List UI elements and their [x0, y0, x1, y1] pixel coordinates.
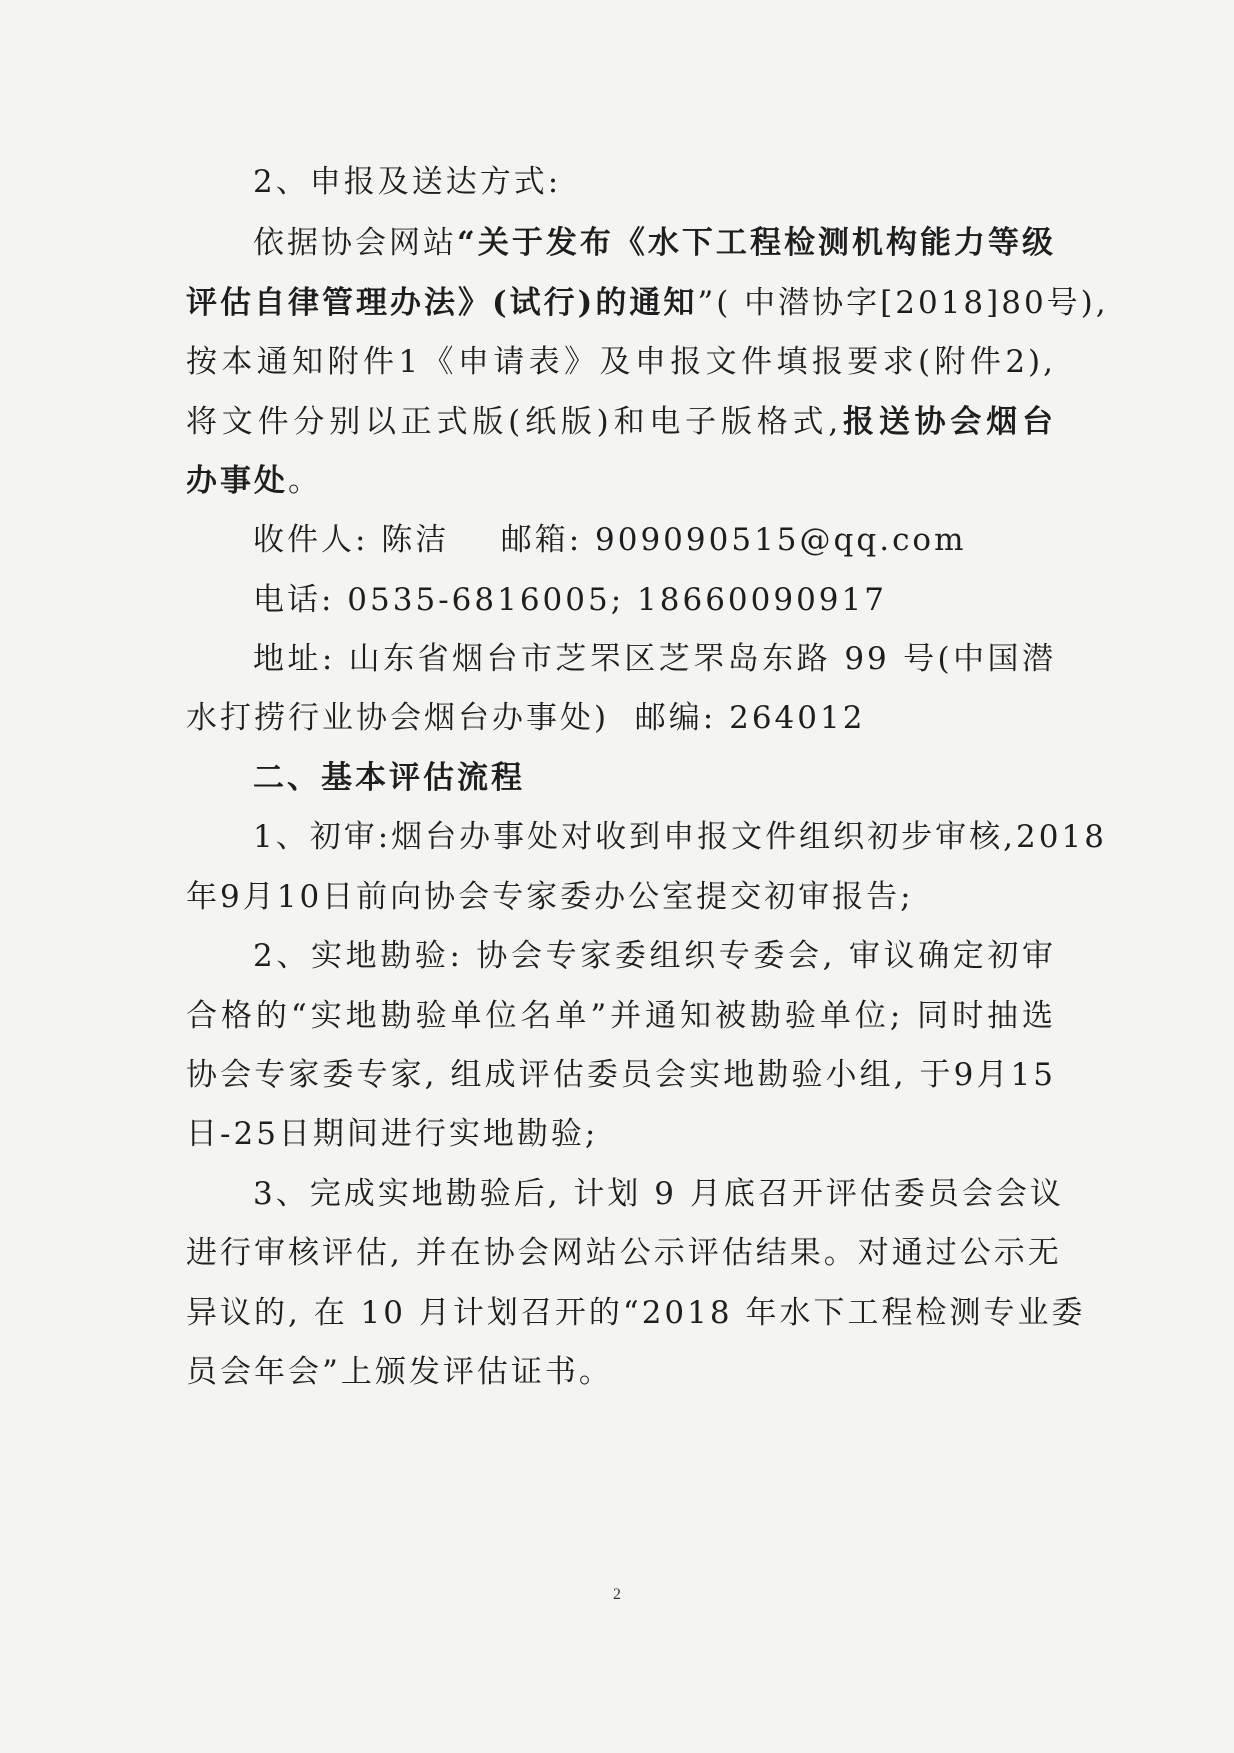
paragraph-line: 2、实地勘验: 协会专家委组织专委会, 审议确定初审 — [253, 938, 1056, 974]
phone-line: 电话: 0535-6816005; 18660090917 — [253, 582, 887, 618]
paragraph-line: 异议的, 在 10 月计划召开的“2018 年水下工程检测专业委 — [186, 1295, 1086, 1331]
paragraph-line: 日-25日期间进行实地勘验; — [186, 1116, 599, 1152]
paragraph-line: 协会专家委专家, 组成评估委员会实地勘验小组, 于9月15 — [186, 1057, 1056, 1093]
address-line: 地址: 山东省烟台市芝罘区芝罘岛东路 99 号(中国潜 — [253, 641, 1056, 677]
paragraph-line: 将文件分别以正式版(纸版)和电子版格式,报送协会烟台 — [186, 404, 1057, 440]
paragraph-line: 办事处。 — [186, 463, 322, 499]
section-heading-submission: 2、申报及送达方式: — [253, 164, 562, 200]
paragraph-line: 按本通知附件1《申请表》及申报文件填报要求(附件2), — [186, 344, 1056, 380]
paragraph-line: 依据协会网站“关于发布《水下工程检测机构能力等级 — [253, 225, 1056, 261]
paragraph-line: 年9月10日前向协会专家委办公室提交初审报告; — [186, 879, 914, 915]
paragraph-line: 合格的“实地勘验单位名单”并通知被勘验单位; 同时抽选 — [186, 998, 1056, 1034]
recipient-line: 收件人: 陈洁 邮箱: 909090515@qq.com — [253, 522, 967, 558]
paragraph-line: 3、完成实地勘验后, 计划 9 月底召开评估委员会会议 — [253, 1176, 1064, 1212]
paragraph-line: 评估自律管理办法》(试行)的通知”( 中潜协字[2018]80号), — [186, 285, 1109, 321]
paragraph-line: 员会年会”上颁发评估证书。 — [186, 1354, 613, 1390]
address-line: 水打捞行业协会烟台办事处) 邮编: 264012 — [186, 700, 866, 736]
paragraph-line: 进行审核评估, 并在协会网站公示评估结果。对通过公示无 — [186, 1235, 1062, 1271]
paragraph-line: 1、初审:烟台办事处对收到申报文件组织初步审核,2018 — [253, 819, 1107, 855]
section-heading-process: 二、基本评估流程 — [253, 760, 525, 796]
page-number: 2 — [613, 1586, 621, 1603]
